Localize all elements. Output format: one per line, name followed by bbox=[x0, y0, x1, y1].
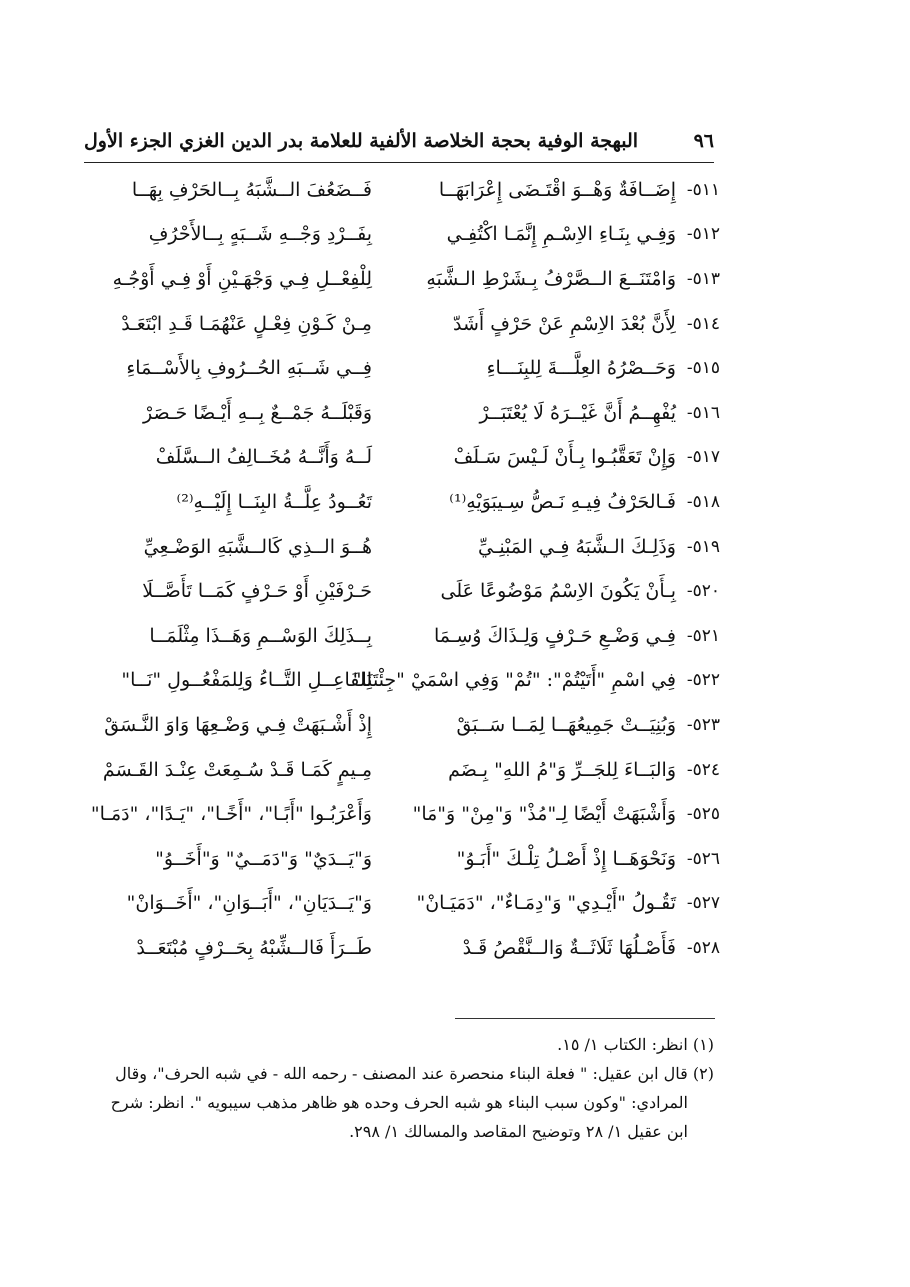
verse-number: ٥٢٧- bbox=[686, 893, 720, 914]
verse-first-hemistich: وَالبَــاءَ لِلجَــرِّ وَ"مُ اللهِ" بِـضَم bbox=[448, 758, 676, 781]
verse-first-hemistich: تَقُـولُ "أَيْـدِي" وَ"دِمَـاءٌ"، "دَمَيَـانْ" bbox=[416, 892, 676, 915]
verse-number: ٥٢٤- bbox=[686, 759, 720, 780]
verse-second-hemistich: مِـيمٍ كَمَـا قَـدْ سُـمِعَتْ عِنْـدَ القَـسَمْ bbox=[102, 758, 372, 781]
verse-number: ٥١٦- bbox=[686, 402, 720, 423]
verse-line bbox=[80, 302, 720, 347]
verse-number: ٥١٥- bbox=[686, 358, 720, 379]
verse-second-hemistich: مِـنْ كَـوْنِ فِعْـلٍ عَنْهُمَـا قَـدِ ابْتَعَـدْ bbox=[121, 312, 372, 335]
verse-second-hemistich: وَ"يَــدَيَانِ"، "أَبَــوَانِ"، "أَخَــوَانْ" bbox=[126, 892, 372, 915]
verse-list bbox=[80, 168, 720, 971]
verse-first-hemistich: فِي اسْمِ "أَتَيْتُمْ": "تُمْ" وَفِي اسْمَيْ "جِئْتَنَا" bbox=[352, 669, 676, 692]
verse-second-hemistich: فِــي شَــبَهِ الحُــرُوفِ بِالأَسْــمَاءِ bbox=[126, 357, 372, 380]
verse-first-hemistich: وَأَشْبَهَتْ أَيْضًا لِـ"مُذْ" وَ"مِنْ" وَ"مَا" bbox=[412, 803, 676, 826]
verse-number: ٥٢٢- bbox=[686, 670, 720, 691]
page-number: ٩٦ bbox=[693, 130, 714, 152]
verse-second-hemistich: وَأَعْرَبُـوا "أَبًـا"، "أَخًـا"، "يَـدًا"، "دَمَـا" bbox=[90, 803, 372, 826]
verse-first-hemistich: فَأَصْـلُهَا ثَلَاثَــةٌ وَالــنَّقْصُ قَـدْ bbox=[462, 936, 676, 959]
verse-first-hemistich: يُفْهِــمُ أَنَّ غَيْــرَهُ لَا يُعْتَبَــرْ bbox=[479, 401, 676, 424]
verse-number: ٥١٢- bbox=[686, 224, 720, 245]
verse-line bbox=[80, 659, 720, 704]
verse-number: ٥٢٥- bbox=[686, 804, 720, 825]
verse-number: ٥١٨- bbox=[686, 491, 720, 512]
footnote-1: (١) انظر: الكتاب ١/ ١٥. bbox=[557, 1035, 714, 1054]
verse-second-hemistich: بِفَــرْدِ وَجْــهِ شَــبَهٍ بِــالأَحْرُفِ bbox=[148, 223, 372, 246]
verse-first-hemistich: وَذَلِـكَ الـشَّبَهُ فِـي المَبْنِـيِّ bbox=[477, 535, 676, 558]
verse-second-hemistich: حَـرْفَيْنِ أَوْ حَـرْفٍ كَمَــا تَأَصَّــلَا bbox=[142, 580, 372, 603]
verse-first-hemistich: وَفِـي بِنَـاءِ الاِسْـمِ إِنَّمَـا اكْتُفِـي bbox=[446, 223, 676, 246]
header-rule bbox=[84, 162, 714, 163]
verse-first-hemistich: وَإِنْ تَعَقَّبُـوا بِـأَنْ لَـيْسَ سَـلَفْ bbox=[453, 446, 676, 469]
verse-second-hemistich: طَــرَأَ فَالــشِّبْهُ بِحَــرْفٍ مُبْتَعَــدْ bbox=[136, 936, 372, 959]
running-header bbox=[84, 122, 714, 160]
verse-line bbox=[80, 882, 720, 927]
verse-second-hemistich: لِلْفِعْــلِ فِـي وَجْهَـيْنِ أَوْ فِـي أَوْجُـهِ bbox=[112, 267, 372, 290]
verse-first-hemistich: وَامْتَنَــعَ الــصَّرْفُ بِـشَرْطِ الـشَّبَهِ bbox=[426, 267, 676, 290]
verse-first-hemistich: لِأَنَّ بُعْدَ الاِسْمِ عَنْ حَرْفٍ أَشَدّ bbox=[453, 312, 676, 335]
footnote-2-continuation: المرادي: "وكون سبب البناء هو شبه الحرف وحده هو ظاهر مذهب سيبويه ". انظر: شرح bbox=[110, 1093, 688, 1112]
verse-number: ٥١٧- bbox=[686, 447, 720, 468]
verse-second-hemistich: فَــضَعُفَ الــشَّبَهُ بِــالحَرْفِ بِهَــا bbox=[131, 178, 372, 201]
verse-line bbox=[80, 926, 720, 971]
verse-line bbox=[80, 391, 720, 436]
verse-first-hemistich: إِضَــافَةٌ وَهْــوَ اقْتَـضَى إِعْرَابَهَــا bbox=[438, 178, 676, 201]
verse-line bbox=[80, 837, 720, 882]
verse-first-hemistich: فِـي وَضْـعِ حَـرْفٍ وَلِـذَاكَ وُسِـمَا bbox=[434, 624, 676, 647]
verse-line bbox=[80, 703, 720, 748]
verse-line bbox=[80, 257, 720, 302]
running-title: البهجة الوفية بحجة الخلاصة الألفية للعلامة بدر الدين الغزي الجزء الأول bbox=[84, 130, 639, 152]
verse-second-hemistich: تَعُــودُ عِلَّــةُ البِنَــا إِلَيْــهِ⁽²⁾ bbox=[176, 490, 372, 513]
verse-first-hemistich: وَحَــصْرُهُ العِلَّـــةَ لِلبِنَـــاءِ bbox=[486, 357, 676, 380]
verse-first-hemistich: فَـالحَرْفُ فِيـهِ نَـصُّ سِـيبَوَيْهِ⁽¹⁾ bbox=[449, 490, 676, 513]
verse-second-hemistich: هُــوَ الــذِي كَالــشَّبَهِ الوَضْـعِيِّ bbox=[143, 535, 372, 558]
verse-line bbox=[80, 436, 720, 481]
verse-number: ٥١١- bbox=[686, 179, 720, 200]
verse-line bbox=[80, 480, 720, 525]
verse-line bbox=[80, 525, 720, 570]
footnotes bbox=[84, 1030, 714, 1146]
verse-line bbox=[80, 569, 720, 614]
verse-second-hemistich: لِلفَاعِــلِ التَّــاءُ وَلِلمَفْعُــولِ "نَــا" bbox=[121, 669, 372, 692]
verse-number: ٥٢٣- bbox=[686, 714, 720, 735]
footnote-2-continuation: ابن عقيل ١/ ٢٨ وتوضيح المقاصد والمسالك ١/ ٢٩٨. bbox=[349, 1122, 688, 1141]
verse-line bbox=[80, 614, 720, 659]
verse-number: ٥٢٠- bbox=[686, 581, 720, 602]
verse-number: ٥١٣- bbox=[686, 268, 720, 289]
verse-second-hemistich: لَــهُ وَأَنَّــهُ مُخَــالِفُ الــسَّلَفْ bbox=[155, 446, 372, 469]
footnote-rule bbox=[455, 1018, 715, 1019]
verse-first-hemistich: بِـأَنْ يَكُونَ الاِسْمُ مَوْضُوعًا عَلَى bbox=[440, 580, 676, 603]
verse-first-hemistich: وَبُنِيَــتْ جَمِيعُهَــا لِمَــا سَــبَقْ bbox=[456, 713, 676, 736]
footnote-2: (٢) قال ابن عقيل: " فعلة البناء منحصرة عند المصنف - رحمه الله - في شبه الحرف"، وقال bbox=[115, 1064, 714, 1083]
verse-line bbox=[80, 213, 720, 258]
verse-second-hemistich: وَقَبْلَــهُ جَمْــعٌ بِــهِ أَيْـضًا حَـصَرْ bbox=[142, 401, 372, 424]
verse-number: ٥٢٦- bbox=[686, 848, 720, 869]
verse-line bbox=[80, 792, 720, 837]
verse-line bbox=[80, 168, 720, 213]
verse-second-hemistich: إِذْ أَشْـبَهَتْ فِـي وَضْـعِهَا وَاوَ النَّـسَقْ bbox=[104, 713, 372, 736]
verse-number: ٥١٤- bbox=[686, 313, 720, 334]
verse-second-hemistich: وَ"يَــدَيٌ" وَ"دَمَــيٌ" وَ"أَخَــوُ" bbox=[155, 847, 372, 870]
verse-first-hemistich: وَنَحْوَهَــا إِذْ أَصْـلُ تِلْـكَ "أَبَـوُ" bbox=[456, 847, 676, 870]
verse-number: ٥١٩- bbox=[686, 536, 720, 557]
verse-second-hemistich: بِــذَلِكَ الوَسْــمِ وَهَــذَا مِثْلَمَــا bbox=[149, 624, 372, 647]
verse-line bbox=[80, 748, 720, 793]
verse-line bbox=[80, 346, 720, 391]
verse-number: ٥٢٨- bbox=[686, 937, 720, 958]
verse-number: ٥٢١- bbox=[686, 625, 720, 646]
